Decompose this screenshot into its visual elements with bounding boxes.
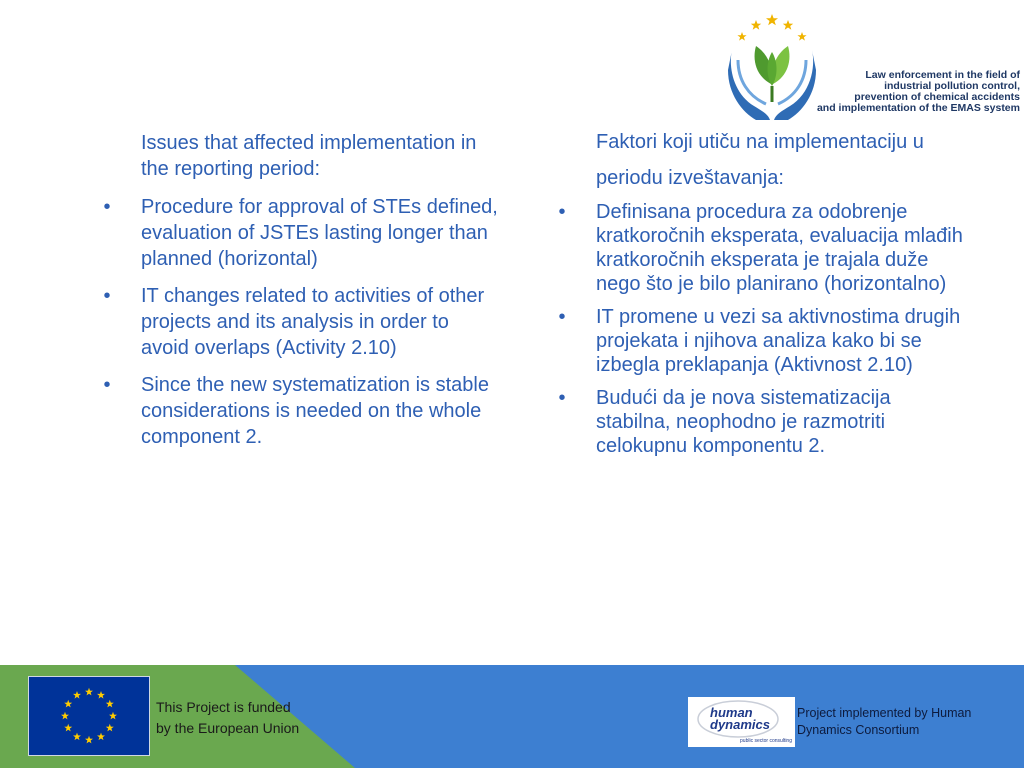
bullet-icon: •	[103, 374, 111, 396]
serbian-column	[555, 124, 965, 467]
bullet-text: Procedure for approval of STEs defined, evaluation of JSTEs lasting longer than planned (horizontal)	[141, 196, 498, 270]
hd-logo-word: dynamics	[710, 717, 770, 732]
list-item	[555, 305, 965, 377]
logo-text-line: and implementation of the EMAS system	[816, 102, 1020, 114]
list-item	[100, 194, 500, 272]
english-bullet-list	[100, 194, 500, 450]
bullet-text: Definisana procedura za odobrenje kratkoročnih eksperata, evaluacija mlađih kratkoročnih eksperata je trajala duže nego što je bilo planirano (horizontalno)	[596, 201, 963, 295]
hd-logo-word: human	[710, 705, 753, 720]
serbian-intro: Faktori koji utiču na implementaciju u periodu izveštavanja:	[596, 131, 924, 189]
logo-star	[797, 32, 806, 41]
implementer-line: Project implemented by Human	[797, 706, 972, 720]
english-column	[100, 130, 500, 461]
project-logo-text	[810, 70, 1020, 114]
english-intro: Issues that affected implementation in the reporting period:	[141, 132, 477, 180]
bullet-text: Budući da je nova sistematizacija stabilna, neophodno je razmotriti celokupnu komponentu 2.	[596, 387, 891, 457]
list-item	[555, 200, 965, 296]
list-item	[100, 283, 500, 361]
eu-flag-icon	[28, 676, 150, 756]
eu-funding-line: This Project is funded	[156, 699, 291, 715]
eu-star-icon	[64, 724, 72, 732]
eu-star-icon	[106, 724, 114, 732]
logo-star	[737, 32, 746, 41]
human-dynamics-logo	[688, 697, 795, 747]
eu-star-icon	[109, 712, 117, 720]
bullet-icon: •	[558, 306, 566, 328]
bullet-text: IT changes related to activities of other projects and its analysis in order to avoid overlaps (Activity 2.10)	[141, 285, 485, 359]
logo-star	[751, 20, 761, 30]
eu-star-icon	[61, 712, 69, 720]
eu-star-icon	[64, 700, 72, 708]
bullet-icon: •	[558, 201, 566, 223]
logo-star	[766, 14, 778, 25]
implementer-line: Dynamics Consortium	[797, 723, 920, 737]
human-dynamics-logo-sub: public sector consulting	[740, 738, 792, 744]
bullet-text: Since the new systematization is stable considerations is needed on the whole component 2.	[141, 374, 489, 448]
eu-star-icon	[106, 700, 114, 708]
eu-star-icon	[97, 691, 105, 699]
eu-star-icon	[97, 733, 105, 741]
serbian-bullet-list	[555, 200, 965, 458]
eu-star-icon	[85, 688, 93, 696]
list-item	[100, 372, 500, 450]
bullet-icon: •	[558, 387, 566, 409]
eu-star-icon	[73, 733, 81, 741]
logo-text-line: prevention of chemical accidents	[854, 91, 1020, 103]
eu-star-icon	[73, 691, 81, 699]
eu-funding-text	[156, 697, 299, 739]
bullet-text: IT promene u vezi sa aktivnostima drugih projekata i njihova analiza kako bi se izbegla preklapanja (Aktivnost 2.10)	[596, 306, 961, 376]
eu-funding-line: by the European Union	[156, 720, 300, 736]
logo-star	[783, 20, 793, 30]
implementer-text	[797, 705, 997, 739]
human-dynamics-logo-name	[710, 707, 770, 731]
logo-text-line: industrial pollution control,	[884, 80, 1020, 92]
list-item	[555, 386, 965, 458]
bullet-icon: •	[103, 285, 111, 307]
logo-text-line: Law enforcement in the field of	[865, 69, 1020, 81]
bullet-icon: •	[103, 196, 111, 218]
project-logo	[726, 10, 1018, 122]
eu-star-icon	[85, 736, 93, 744]
